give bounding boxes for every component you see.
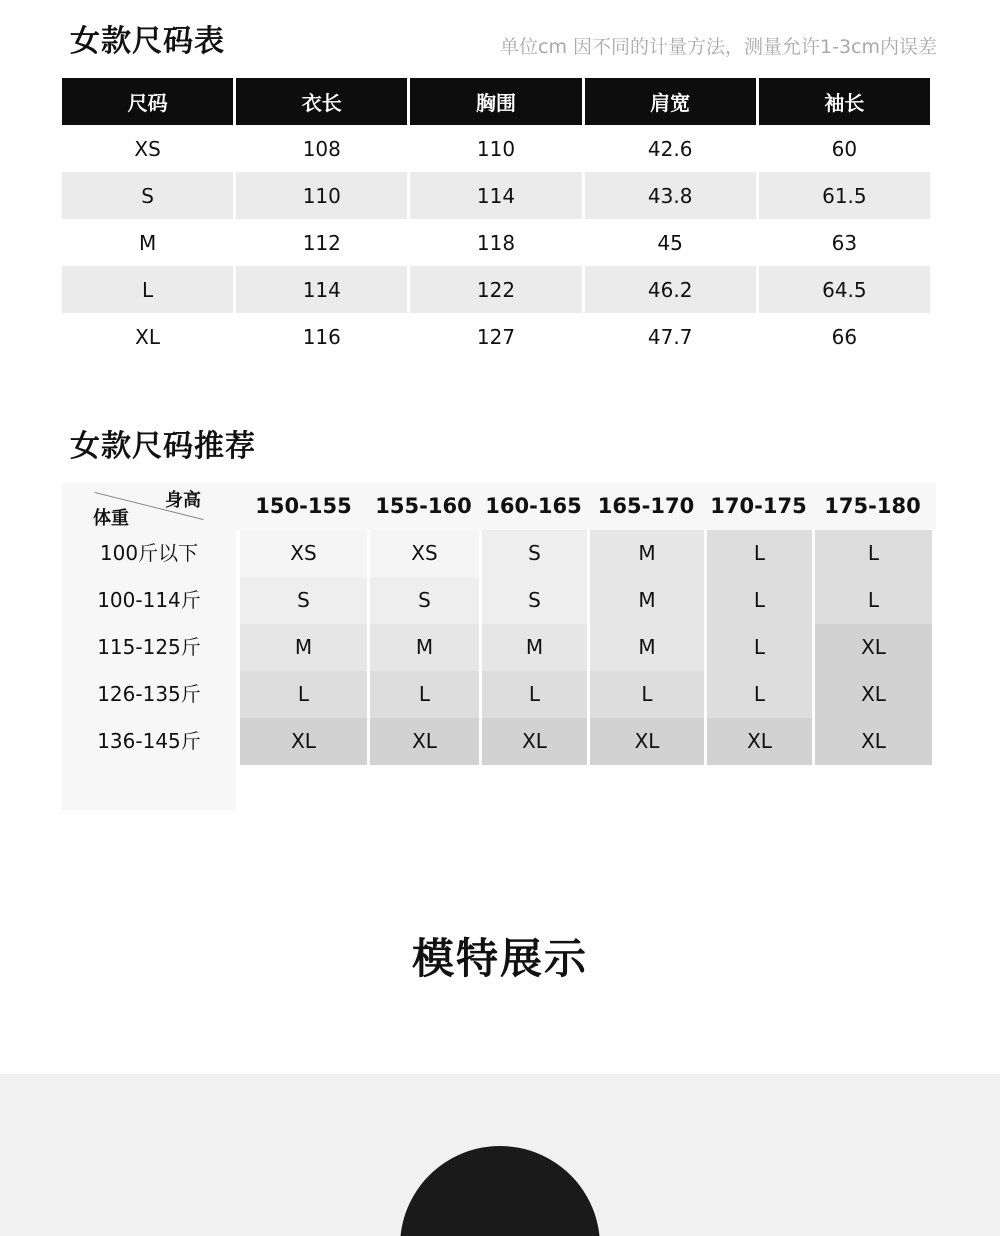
weight-row-header: 100-114斤 [97,588,201,612]
table-cell: 122 [410,266,581,313]
weight-row-header: 100斤以下 [99,541,199,565]
recommend-cell: XL [813,624,932,671]
header-chest: 胸围 [410,78,581,125]
recommend-cell: L [813,577,932,624]
header-length: 衣长 [236,78,407,125]
recommend-cell: S [480,577,587,624]
recommend-cell: M [480,624,587,671]
table-cell: 118 [476,230,516,255]
recommend-cell: L [240,671,367,718]
recommend-cell: M [368,624,479,671]
recommend-cell: S [368,577,479,624]
table-cell: 60 [831,136,858,161]
table-cell: 114 [410,172,581,219]
recommend-cell: M [240,624,367,671]
height-column-header: 165-170 [597,494,695,518]
table-cell: 61.5 [759,172,930,219]
model-hair [400,1146,600,1236]
corner-weight-label: 体重 [93,508,129,529]
weight-row-header: 136-145斤 [97,729,201,753]
recommend-cell: L [705,530,812,577]
recommend-cell: XL [480,718,587,765]
table-row [62,172,930,219]
height-column-header: 170-175 [710,494,807,518]
table-cell: 112 [302,230,341,255]
recommend-cell: XL [588,718,704,765]
table-row [62,125,930,172]
size-chart-header-row [62,78,930,125]
table-cell: 45 [657,230,683,255]
height-column-header: 150-155 [255,494,352,518]
recommend-cell: L [813,530,932,577]
table-cell: 66 [831,324,858,349]
table-cell: 46.2 [585,266,756,313]
header-shoulder: 肩宽 [585,78,756,125]
recommend-title: 女款尺码推荐 [70,429,256,464]
recommend-cell: M [588,624,704,671]
header-sleeve: 袖长 [759,78,930,125]
header-size: 尺码 [62,78,233,125]
weight-row-header: 126-135斤 [97,682,201,706]
recommend-cell: XS [240,530,367,577]
table-cell: 110 [236,172,407,219]
table-cell: 64.5 [759,266,930,313]
table-cell: 43.8 [585,172,756,219]
recommend-cell: S [480,530,587,577]
model-section-title: 模特展示 [411,934,588,983]
model-photo [0,1074,1000,1236]
table-cell: 116 [302,324,341,349]
table-cell: 47.7 [647,324,693,349]
height-column-header: 160-165 [485,494,582,518]
height-column-header: 175-180 [824,494,921,518]
recommend-cell: XS [368,530,479,577]
height-column-header: 155-160 [375,494,472,518]
table-cell: S [62,172,233,219]
recommend-cell: M [588,530,704,577]
table-cell: 127 [476,324,516,349]
recommend-cell: XL [240,718,367,765]
table-cell: 42.6 [647,136,693,161]
recommend-cell: L [368,671,479,718]
table-row [62,219,930,266]
recommend-cell: L [480,671,587,718]
measurement-note: 单位cm 因不同的计量方法，测量允许1-3cm内误差 [500,36,937,58]
corner-height-label: 身高 [165,490,201,511]
recommend-cell: L [588,671,704,718]
recommend-cell: XL [813,671,932,718]
table-cell: 110 [476,136,516,161]
size-chart-table [59,78,933,360]
recommend-cell: XL [813,718,932,765]
weight-row-header: 115-125斤 [97,635,201,659]
table-cell: M [138,230,157,255]
recommend-cell: M [588,577,704,624]
recommend-cell: L [705,577,812,624]
table-cell: XL [135,324,161,349]
table-cell: 108 [302,136,341,161]
recommend-cell: L [705,671,812,718]
table-row [62,313,930,360]
table-cell: L [62,266,233,313]
recommend-cell: L [705,624,812,671]
recommend-cell: XL [368,718,479,765]
size-chart-title: 女款尺码表 [70,24,225,59]
table-cell: 114 [236,266,407,313]
recommend-cell: XL [705,718,812,765]
table-row [62,266,930,313]
recommend-cell: S [240,577,367,624]
table-cell: 63 [831,230,858,255]
table-cell: XS [134,136,161,161]
